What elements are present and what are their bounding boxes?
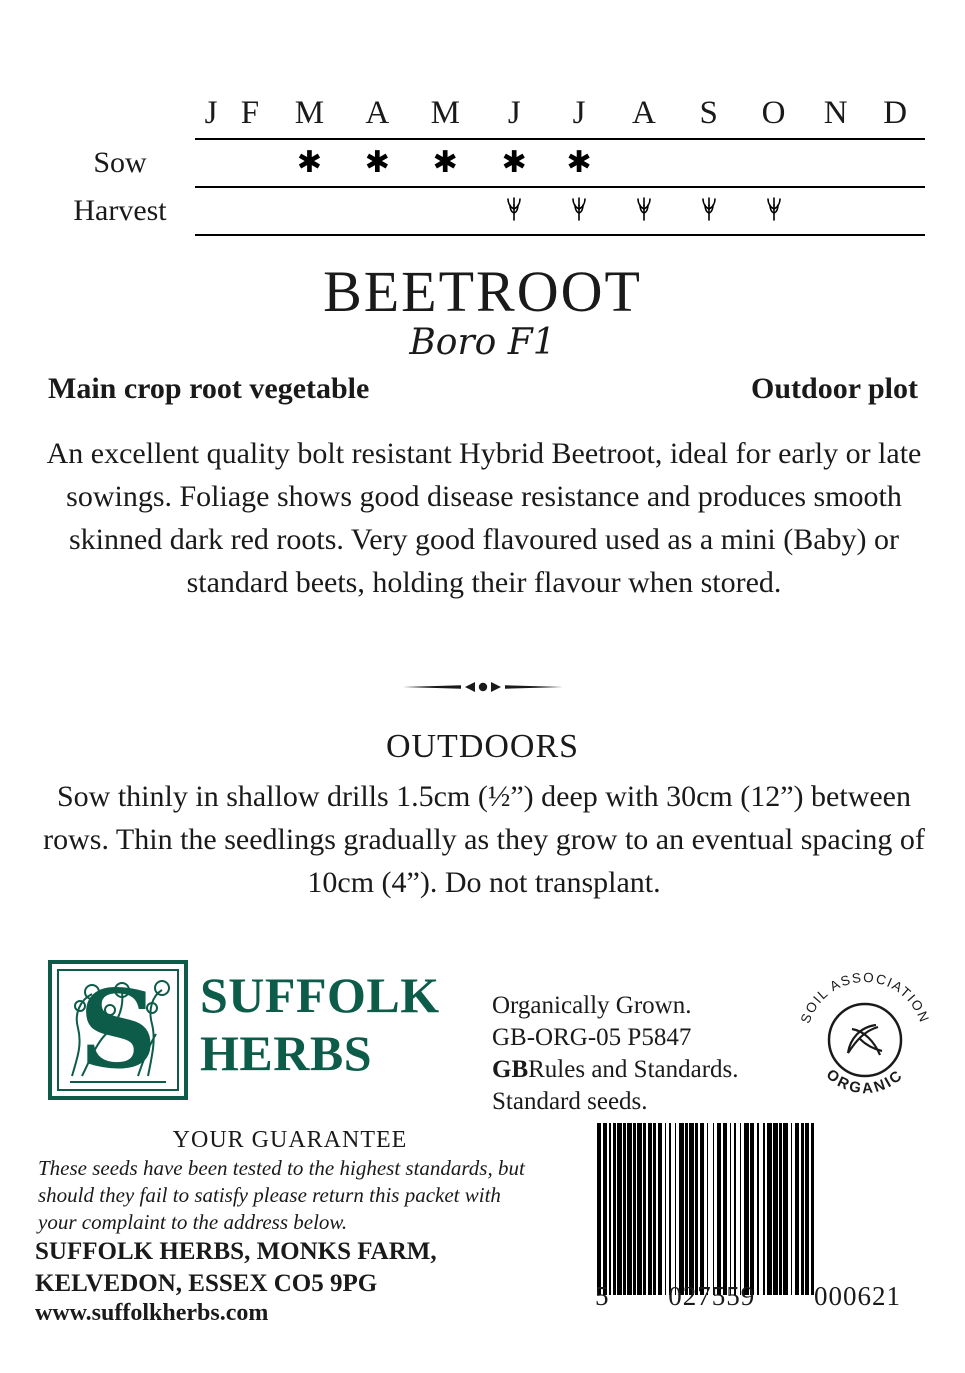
sow-cell-aug [611,140,676,186]
month-dec: D [883,95,908,131]
sow-cell-sep [676,140,741,186]
svg-text:SOIL ASSOCIATION [798,970,933,1026]
month-jan: J [204,95,218,131]
harvest-row-label: Harvest [73,194,167,227]
organic-line-2: GB-ORG-05 P5847 [492,1024,692,1051]
asterisk-icon: ✱ [566,146,592,179]
organic-line-4: Standard seeds. [492,1088,648,1115]
harvest-cell-jun [482,188,547,234]
product-subheadings [48,372,918,406]
rule-spacer-3 [45,234,195,236]
organic-gb-bold: GB [492,1056,529,1083]
harvest-cell-aug [611,188,676,234]
harvest-cell-jul [547,188,612,234]
asterisk-icon: ✱ [296,146,322,179]
harvest-cell-oct [741,188,806,234]
month-oct: O [761,95,786,131]
sowing-calendar [45,95,925,236]
calendar-corner-blank [45,95,195,138]
guarantee-body: These seeds have been tested to the highest standards, but should they fail to satisfy please return this packet with your complaint to the address below. [38,1156,525,1234]
logo-monogram: S [79,967,157,1093]
sow-cell-jul [547,140,612,186]
address-line-2: KELVEDON, ESSEX CO5 9PG [35,1270,378,1297]
soil-stamp-bottom-text: ORGANIC [822,1065,908,1098]
ornament-icon [403,678,563,696]
harvest-cell-feb [227,188,273,234]
sow-cell-mar [273,140,346,186]
ornament-divider [0,678,965,698]
sow-cell-jun [482,140,547,186]
barcode [595,1123,901,1313]
brand-logo [48,960,448,1110]
sow-cell-jan [195,140,227,186]
barcode-bars [597,1123,897,1295]
asterisk-icon: ✱ [364,146,390,179]
calendar-harvest-row [45,188,925,234]
barcode-left-digit: 5 [595,1281,610,1311]
sow-cell-feb [227,140,273,186]
organic-line-1: Organically Grown. [492,992,692,1019]
month-apr: A [365,95,390,131]
organic-gb-rest: Rules and Standards. [528,1056,739,1083]
calendar-table [45,95,925,236]
product-description: An excellent quality bolt resistant Hybrid Beetroot, ideal for early or late sowings. Foliage shows good disease resistance and produces smooth skinned dark red roots. Very good flavoured used as a mini (Baby) or standard beets, holding their flavour when stored. [46,437,922,599]
sow-cell-nov [806,140,865,186]
month-aug: A [631,95,656,131]
brand-name [200,966,440,1082]
month-may: M [430,95,460,131]
month-nov: N [823,95,848,131]
guarantee-title: YOUR GUARANTEE [172,1127,408,1153]
leaf-sprout-icon [501,197,527,221]
month-jul: J [572,95,586,131]
soil-stamp-top-text: SOIL ASSOCIATION [797,969,933,1026]
month-feb: F [240,95,260,131]
sow-cell-apr [346,140,409,186]
brand-name-line1: SUFFOLK [200,967,440,1023]
harvest-cell-sep [676,188,741,234]
page-title: BEETROOT [323,259,642,324]
month-jun: J [507,95,521,131]
leaf-sprout-icon [696,197,722,221]
crop-type-label: Main crop root vegetable [48,372,370,405]
soil-association-organic-logo [790,965,940,1115]
sow-cell-dec [865,140,925,186]
company-website: www.suffolkherbs.com [35,1300,269,1326]
barcode-digits [595,1281,901,1312]
harvest-cell-dec [865,188,925,234]
instructions-heading: OUTDOORS [385,728,580,765]
calendar-rule-bottom [45,234,925,236]
calendar-months-row [45,95,925,138]
sow-row-label: Sow [93,146,147,179]
month-sep: S [699,95,718,131]
svg-text:ORGANIC [823,1066,907,1097]
organic-certification-info [492,990,739,1118]
asterisk-icon: ✱ [501,146,527,179]
logo-emblem-icon [48,960,188,1100]
organic-line-3 [492,1054,739,1086]
harvest-cell-jan [195,188,227,234]
company-address [35,1236,555,1300]
address-line-1: SUFFOLK HERBS, MONKS FARM, [35,1238,437,1265]
harvest-cell-mar [273,188,346,234]
barcode-group-2: 000621 [814,1281,901,1311]
leaf-sprout-icon [631,197,657,221]
leaf-sprout-icon [761,197,787,221]
instructions-body: Sow thinly in shallow drills 1.5cm (½”) deep with 30cm (12”) between rows. Thin the seedlings gradually as they grow to an eventual spacing of 10cm (4”). Do not transplant. [43,780,925,899]
barcode-group-1: 027559 [668,1281,756,1311]
harvest-cell-nov [806,188,865,234]
growing-location-label: Outdoor plot [751,372,918,405]
brand-name-line2: HERBS [200,1025,373,1081]
sow-cell-oct [741,140,806,186]
calendar-sow-row [45,140,925,186]
asterisk-icon: ✱ [432,146,458,179]
harvest-cell-may [409,188,482,234]
leaf-sprout-icon [566,197,592,221]
rule-line-3 [195,234,925,236]
month-mar: M [294,95,325,131]
harvest-cell-apr [346,188,409,234]
sow-cell-may [409,140,482,186]
variety-name: Boro F1 [409,322,556,363]
